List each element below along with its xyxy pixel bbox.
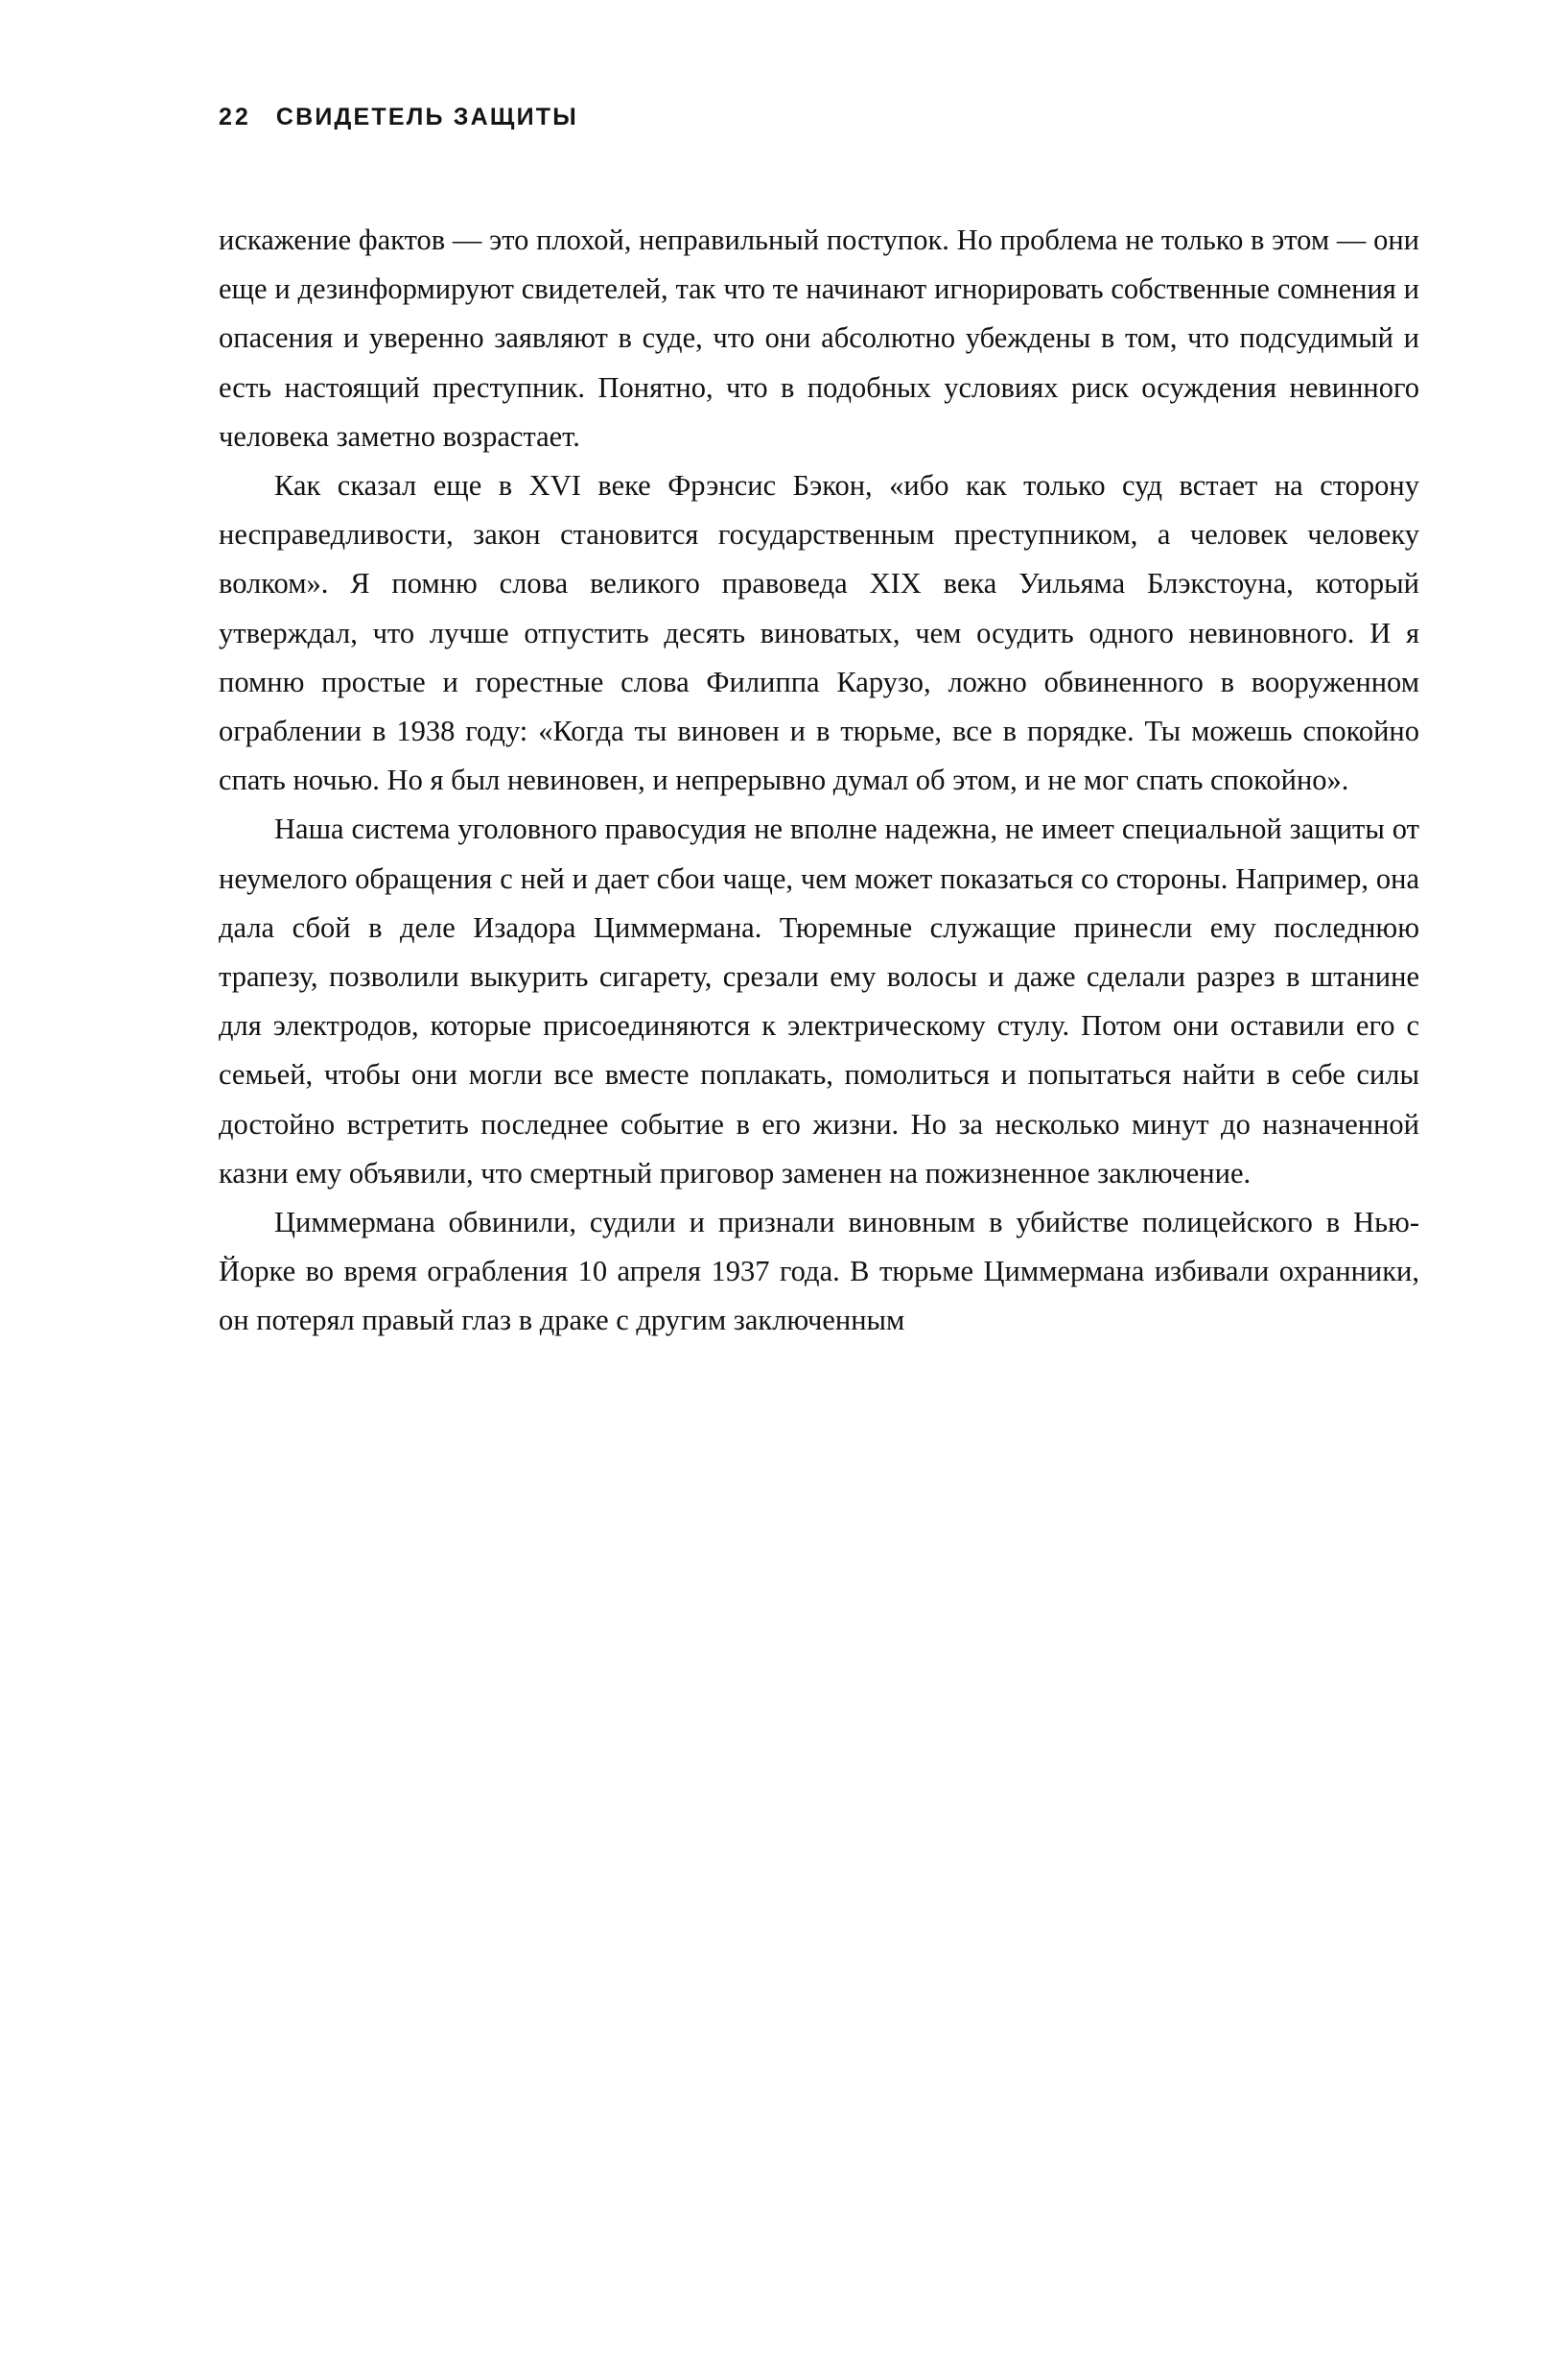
paragraph: искажение фактов — это плохой, неправильный поступок. Но проблема не только в этом — они еще и дезинформируют свидетелей, так что те начинают игнорировать собственные сомнения и опасения и уверенно заявляют в суде, что они абсолютно убеждены в том, что подсудимый и есть настоящий преступник. Понятно, что в подобных условиях риск осуждения невинного человека заметно возрастает.	[219, 224, 1419, 453]
running-title: СВИДЕТЕЛЬ ЗАЩИТЫ	[275, 104, 578, 130]
paragraph: Наша система уголовного правосудия не вполне надежна, не имеет специальной защиты от неумелого обращения с ней и дает сбои чаще, чем может показаться со стороны. Например, она дала сбой в деле Изадора Циммермана. Тюремные служащие принесли ему последнюю трапезу, позволили выкурить сигарету, срезали ему волосы и даже сделали разрез в штанине для электродов, которые присоединяются к электрическому стулу. Потом они оставили его с семьей, чтобы они могли все вместе поплакать, помолиться и попытаться найти в себе силы достойно встретить последнее событие в его жизни. Но за несколько минут до назначенной казни ему объявили, что смертный приговор заменен на пожизненное заключение.	[219, 813, 1419, 1190]
page-number: 22	[219, 104, 251, 130]
body-text	[219, 216, 1419, 1346]
paragraph: Как сказал еще в XVI веке Фрэнсис Бэкон, «ибо как только суд встает на сторону несправедливости, закон становится государственным преступником, а человек человеку волком». Я помню слова великого правоведа XIX века Уильяма Блэкстоуна, который утверждал, что лучше отпустить десять виноватых, чем осудить одного невиновного. И я помню простые и горестные слова Филиппа Карузо, ложно обвиненного в вооруженном ограблении в 1938 году: «Когда ты виновен и в тюрьме, все в порядке. Ты можешь спокойно спать ночью. Но я был невиновен, и непрерывно думал об этом, и не мог спать спокойно».	[219, 469, 1419, 797]
running-head	[219, 104, 578, 131]
paragraph: Циммермана обвинили, судили и признали виновным в убийстве полицейского в Нью-Йорке во время ограбления 10 апреля 1937 года. В тюрьме Циммермана избивали охранники, он потерял правый глаз в драке с другим заключенным	[219, 1206, 1419, 1337]
